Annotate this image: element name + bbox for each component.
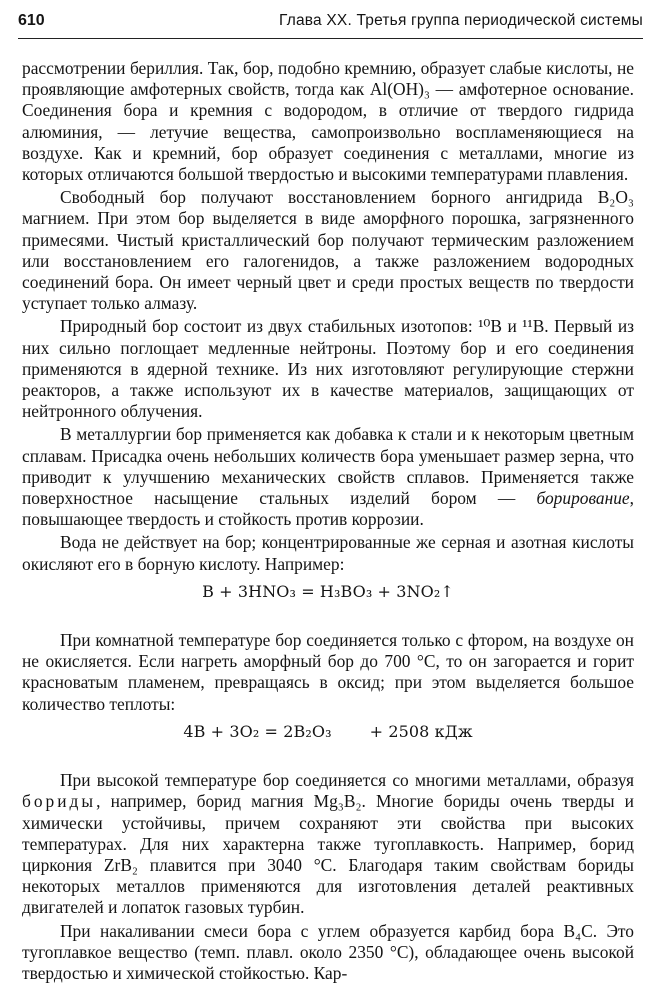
paragraph-text: , например, борид магния Mg₃B₂. Многие бориды очень тверды и химически устойчивы, причем сохраняют эти свойства при высоких температурах. Для них характерна также тугоплавкость. Например, борид циркония ZrB₂ плавится при 3040 °C. Благодаря таким свойствам бориды некоторых металлов применяются для изготовления деталей реактивных двигателей и лопаток газовых турбин. (22, 791, 634, 918)
paragraph: При комнатной температуре бор соединяется только с фтором, на воздухе он не окисляется. Если нагреть аморфный бор до 700 °C, то он загорается и горит красноватым пламенем, превращаясь в оксид; при этом выделяется большое количество теплоты: (22, 630, 634, 714)
paragraph-text: , повышающее твердость и стойкость против коррозии. (22, 488, 634, 530)
equation-right: + 2508 кДж (369, 721, 473, 741)
paragraph-text: В металлургии бор применяется как добавка к стали и к некоторым цветным сплавам. Присадка очень небольших количеств бора уменьшает размер зерна, что приводит к улучшению механических свойств сплавов. Применяется также поверхностное насыщение стальных изделий бором — (22, 424, 634, 509)
paragraph: рассмотрении бериллия. Так, бор, подобно кремнию, образует слабые кислоты, не проявляющие амфотерных свойств, тогда как Al(OH)₃ — амфотерное основание. Соединения бора и кремния с водородом, в отличие от твердого гидрида алюминия, — летучие вещества, самопроизвольно воспламеняющиеся на воздухе. Как и кремний, бор образует соединения с металлами, многие из которых отличаются большой твердостью и высокими температурами плавления. (22, 58, 634, 185)
paragraph-text: При высокой температуре бор соединяется со многими металлами, образуя (60, 770, 634, 791)
equation: B + 3HNO₃ = H₃BO₃ + 3NO₂↑ (202, 581, 454, 601)
spaced-term: бориды (22, 791, 97, 812)
page-header (18, 8, 643, 39)
paragraph: Природный бор состоит из двух стабильных изотопов: ¹⁰B и ¹¹B. Первый из них сильно поглощает медленные нейтроны. Поэтому бор и его соединения применяются в ядерной технике. Из них изготовляют регулирующие стержни реакторов, а также используют их в качестве материалов, защищающих от нейтронного облучения. (22, 316, 634, 422)
equation (22, 721, 634, 742)
italic-term: борирование (536, 488, 630, 509)
running-head: Глава XX. Третья группа периодической системы (279, 12, 643, 29)
paragraph: Свободный бор получают восстановлением борного ангидрида B₂O₃ магнием. При этом бор выделяется в виде аморфного порошка, загрязненного примесями. Чистый кристаллический бор получают термическим разложением или восстановлением его галогенидов, а также разложением водородных соединений бора. Он имеет черный цвет и среди простых веществ по твердости уступает только алмазу. (22, 187, 634, 314)
body-text (22, 58, 634, 986)
paragraph (22, 770, 634, 918)
paragraph: При накаливании смеси бора с углем образуется карбид бора B₄C. Это тугоплавкое вещество (темп. плавл. около 2350 °C), обладающее очень высокой твердостью и химической стойкостью. Кар- (22, 920, 634, 983)
page-number: 610 (18, 12, 45, 29)
paragraph: Вода не действует на бор; концентрированные же серная и азотная кислоты окисляют его в борную кислоту. Например: (22, 532, 634, 574)
equation-left: 4B + 3O₂ = 2B₂O₃ (183, 721, 332, 741)
paragraph (22, 424, 634, 530)
